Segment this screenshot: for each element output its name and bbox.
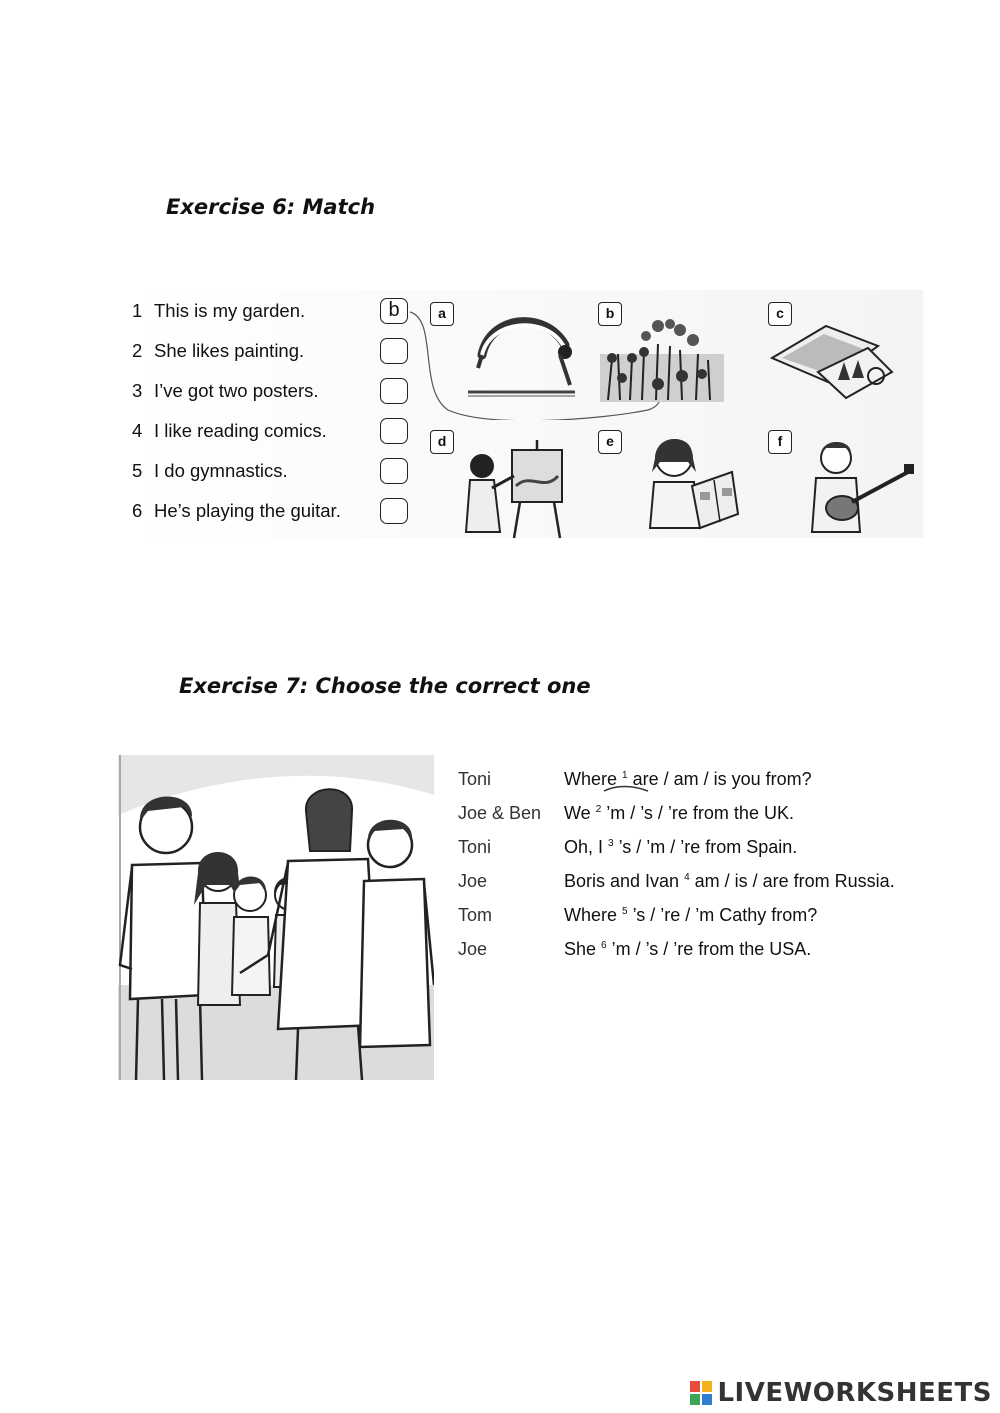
list-item: 6 He’s playing the guitar. (132, 500, 341, 521)
picture-label-e: e (598, 430, 622, 454)
dialogue-row (458, 765, 895, 799)
dialogue-line: Boris and Ivan $^4$ am / is / are from Russia. (564, 871, 895, 891)
answer-box-1[interactable]: b (380, 298, 408, 324)
answer-box-6[interactable] (380, 498, 408, 524)
dialogue-line: We $^2$ ’m / ’s / ’re from the UK. (564, 803, 794, 823)
picture-label-a: a (430, 302, 454, 326)
dialogue-row (458, 799, 895, 833)
picture-label-f: f (768, 430, 792, 454)
dialogue-row (458, 867, 895, 901)
answer-box-5[interactable] (380, 458, 408, 484)
answer-options[interactable]: ’s / ’re / ’m Cathy from? (627, 905, 818, 925)
answer-options[interactable]: ’s / ’m / ’re from Spain. (613, 837, 798, 857)
picture-a (430, 302, 580, 412)
dialogue-row (458, 901, 895, 935)
picture-c (768, 302, 918, 412)
speaker: Tom (458, 905, 493, 925)
dialogue-list (458, 765, 895, 969)
speaker: Joe (458, 939, 488, 959)
dialogue-row (458, 935, 895, 969)
speaker: Joe (458, 871, 488, 891)
sentence-list (132, 298, 341, 538)
brand-name: LIVEWORKSHEETS (717, 1378, 992, 1408)
list-item: 3 I’ve got two posters. (132, 380, 319, 401)
picture-label-d: d (430, 430, 454, 454)
speaker: Toni (458, 837, 492, 857)
dialogue-line: She $^6$ ’m / ’s / ’re from the USA. (564, 939, 812, 959)
list-item: 5 I do gymnastics. (132, 460, 288, 481)
girl-reading-icon (634, 432, 744, 532)
exercise-7-title: Exercise 7: Choose the correct one (179, 674, 591, 698)
picture-label-b: b (598, 302, 622, 326)
exercise-6-title: Exercise 6: Match (166, 195, 376, 219)
example-underline-mark (602, 785, 652, 795)
dialogue-line: Where $^5$ ’s / ’re / ’m Cathy from? (564, 905, 818, 925)
answer-options[interactable]: ’m / ’s / ’re from the USA. (606, 939, 812, 959)
dialogue-row (458, 833, 895, 867)
painter-icon (460, 436, 570, 540)
list-item: 4 I like reading comics. (132, 420, 327, 441)
children-group-icon (118, 755, 434, 1080)
gymnast-icon (460, 310, 580, 405)
picture-f (768, 430, 918, 540)
liveworksheets-logo-icon (689, 1380, 713, 1406)
picture-label-c: c (768, 302, 792, 326)
footer-logo (689, 1378, 992, 1408)
dialogue-line: Where $^1$ are / am / is you from? (564, 769, 812, 789)
garden-icon (598, 314, 728, 404)
list-item: 2 She likes painting. (132, 340, 305, 361)
list-item: 1 This is my garden. (132, 300, 306, 321)
answer-options[interactable]: ’m / ’s / ’re from the UK. (601, 803, 794, 823)
group-of-children-illustration (118, 755, 434, 1080)
boy-guitar-icon (808, 436, 918, 536)
speaker: Joe & Ben (458, 803, 542, 823)
answer-box-4[interactable] (380, 418, 408, 444)
picture-d (430, 430, 580, 540)
exercise-6-panel (128, 290, 923, 538)
picture-e (598, 430, 748, 540)
dialogue-line: Oh, I $^3$ ’s / ’m / ’re from Spain. (564, 837, 798, 857)
answer-options[interactable]: am / is / are from Russia. (689, 871, 895, 891)
posters-icon (768, 320, 898, 400)
picture-b (598, 302, 748, 412)
speaker: Toni (458, 769, 492, 789)
answer-options[interactable]: are / am / is you from? (627, 769, 812, 789)
